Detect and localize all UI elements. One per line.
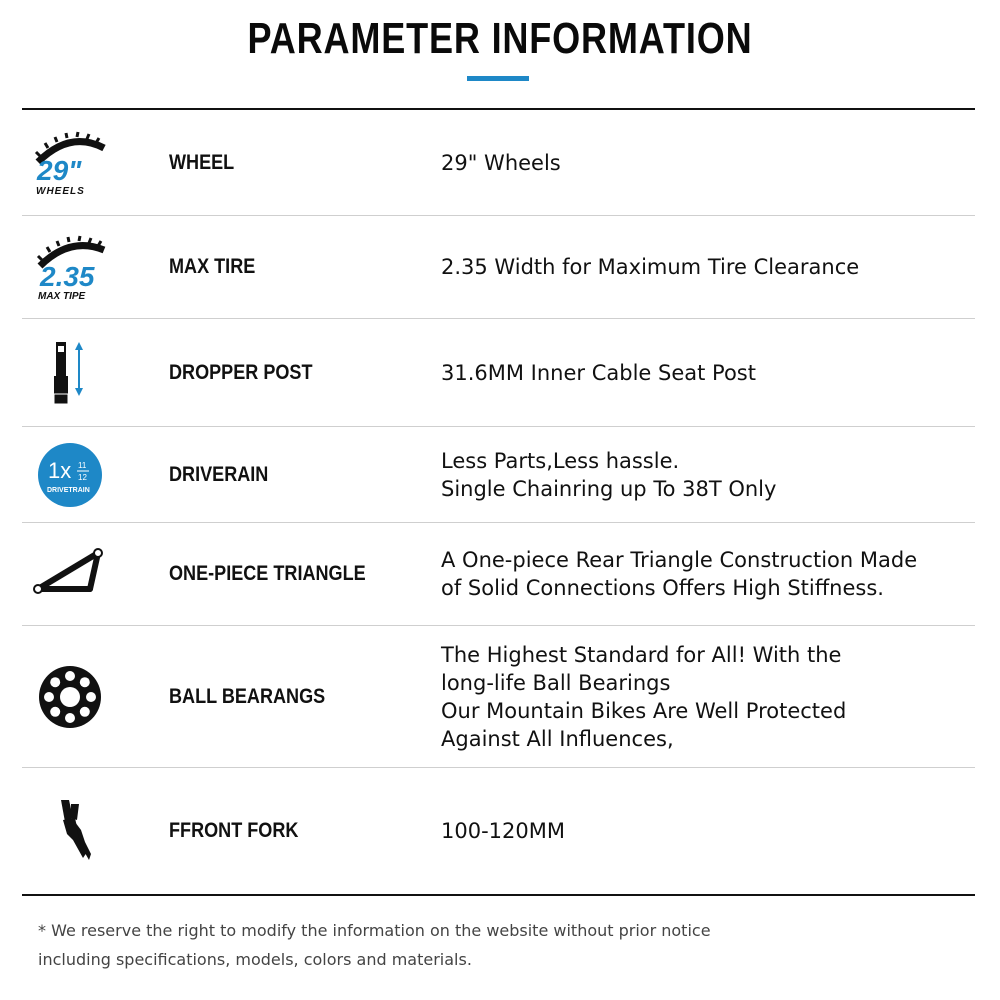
wheel-29-icon — [30, 123, 110, 203]
max-tire-icon — [30, 227, 110, 307]
param-label: DRIVERAIN — [169, 462, 269, 486]
drivetrain-icon-bottom: 12 — [78, 472, 87, 482]
drivetrain-icon-caption: DRIVETRAIN — [47, 486, 90, 494]
tire-icon-number: 2.35 — [40, 261, 95, 292]
param-label: WHEEL — [169, 150, 235, 174]
param-label: MAX TIRE — [169, 255, 256, 278]
param-row-max-tire — [22, 216, 975, 318]
title-underline — [467, 76, 529, 81]
param-value: A One-piece Rear Triangle Construction Made of Solid Connections Offers High Stiffness. — [441, 548, 918, 600]
param-row-one-piece-triangle — [22, 523, 975, 625]
param-value: 29" Wheels — [441, 150, 561, 175]
param-row-ball-bearings — [22, 626, 975, 767]
param-value: 100-120MM — [441, 819, 565, 843]
dropper-post-icon — [30, 333, 110, 413]
param-label: ONE-PIECE TRIANGLE — [169, 562, 366, 585]
footnote-line: including specifications, models, colors and materials. — [38, 950, 472, 969]
param-label: FFRONT FORK — [169, 819, 299, 842]
param-value: Less Parts,Less hassle. Single Chainring up To 38T Only — [441, 448, 777, 501]
drivetrain-icon — [30, 435, 110, 515]
ball-bearing-icon — [30, 657, 110, 737]
page-title: PARAMETER INFORMATION — [247, 14, 753, 63]
param-row-dropper-post — [22, 319, 975, 426]
front-fork-icon — [30, 791, 110, 871]
param-label: DROPPER POST — [169, 360, 313, 384]
tire-icon-caption: MAX TIPE — [38, 291, 86, 302]
wheel-icon-caption: WHEELS — [36, 185, 85, 197]
footnote — [38, 916, 711, 974]
drivetrain-icon-ratio: 1x — [48, 457, 72, 483]
param-value: 31.6MM Inner Cable Seat Post — [441, 360, 756, 385]
wheel-icon-number: 29" — [37, 154, 82, 186]
drivetrain-icon-top: 11 — [78, 460, 87, 470]
param-label: BALL BEARANGS — [169, 684, 326, 708]
param-row-drivetrain — [22, 427, 975, 522]
table-bottom-rule — [22, 894, 975, 896]
param-value: The Highest Standard for All! With the long-life Ball Bearings Our Mountain Bikes Are Well Protected Against All Influences, — [441, 642, 847, 751]
triangle-frame-icon — [30, 534, 110, 614]
footnote-line: * We reserve the right to modify the information on the website without prior notice — [38, 921, 711, 940]
param-row-wheel — [22, 110, 975, 215]
param-value: 2.35 Width for Maximum Tire Clearance — [441, 255, 860, 279]
param-row-front-fork — [22, 768, 975, 894]
